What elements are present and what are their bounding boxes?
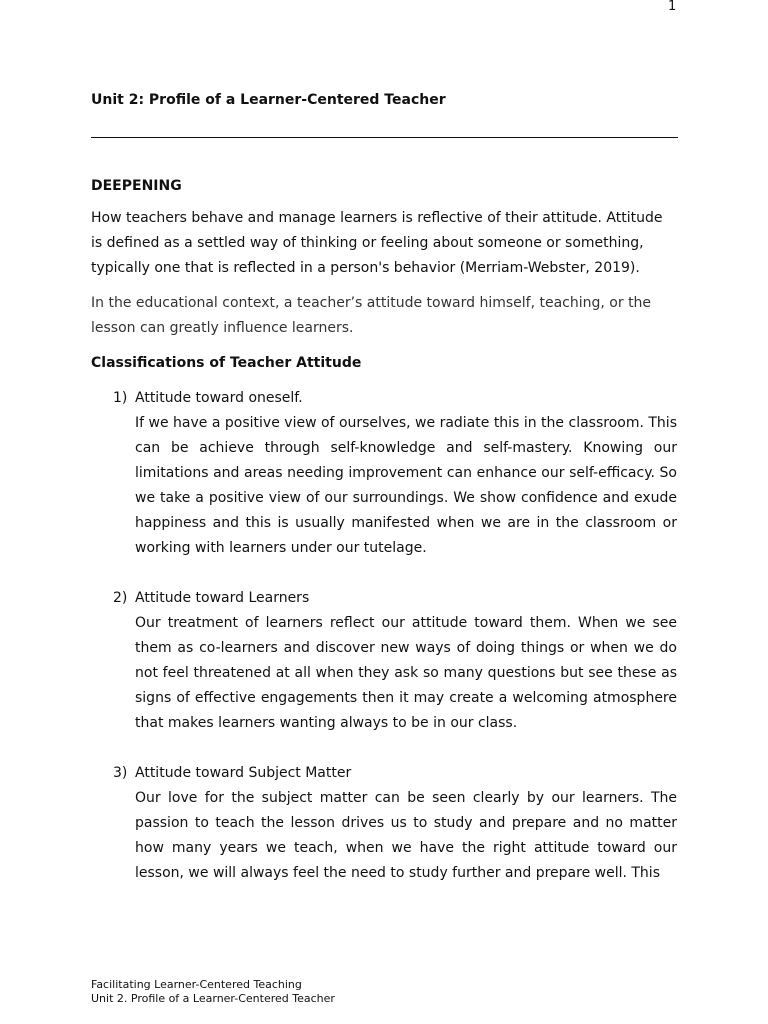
document-body [91,176,677,886]
list-item [91,761,677,886]
page-footer [91,978,335,1006]
list-item-number: 1) [113,390,128,406]
list-item-number: 3) [113,765,128,781]
list-item-title: Attitude toward Subject Matter [135,765,352,781]
footer-unit-title: Unit 2. Profile of a Learner-Centered Teacher [91,992,335,1005]
list-item [91,586,677,736]
list-item-body: Our treatment of learners reflect our attitude toward them. When we see them as co-learners and discover new ways of doing things or when we do not feel threatened at all when they ask so many questions but see these as signs of effective engagements then it may create a welcoming atmosphere that makes learners wanting always to be in our class. [135,615,677,731]
section-heading: DEEPENING [91,178,182,194]
list-item-number: 2) [113,590,128,606]
intro-paragraph: How teachers behave and manage learners is reflective of their attitude. Attitude is defined as a settled way of thinking or feeling about someone or something, typically one that is reflected in a person's behavior (Merriam-Webster, 2019). [91,210,663,276]
page-number: 1 [668,0,677,14]
list-item-body: Our love for the subject matter can be seen clearly by our learners. The passion to teach the lesson drives us to study and prepare and no matter how many years we teach, when we have the right attitude toward our lesson, we will always feel the need to study further and prepare well. This [135,790,677,881]
unit-title: Unit 2: Profile of a Learner-Centered Teacher [91,92,446,108]
footer-course-title: Facilitating Learner-Centered Teaching [91,978,302,991]
classifications-heading: Classifications of Teacher Attitude [91,355,362,371]
list-item [91,386,677,561]
context-paragraph: In the educational context, a teacher’s attitude toward himself, teaching, or the lesson can greatly influence learners. [91,295,652,336]
list-item-body: If we have a positive view of ourselves, we radiate this in the classroom. This can be achieve through self-knowledge and self-mastery. Knowing our limitations and areas needing improvement can enhance our self-efficacy. So we take a positive view of our surroundings. We show confidence and exude happiness and this is usually manifested when we are in the classroom or working with learners under our tutelage. [135,415,677,556]
list-item-title: Attitude toward oneself. [135,390,303,406]
list-item-title: Attitude toward Learners [135,590,310,606]
title-divider [91,137,678,138]
